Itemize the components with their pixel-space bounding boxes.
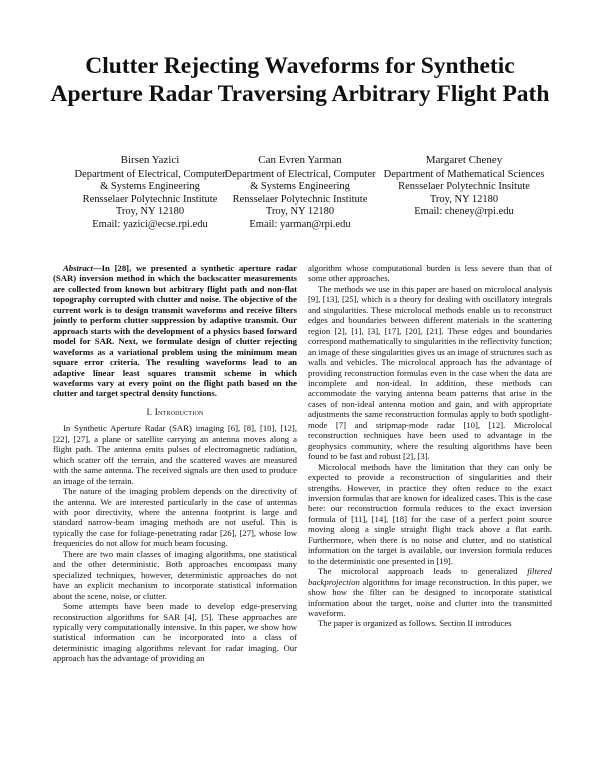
abstract (53, 263, 297, 399)
body-paragraph: The paper is organized as follows. Section II introduces (318, 618, 512, 629)
left-column (53, 263, 297, 664)
body-paragraph (308, 566, 552, 618)
body-paragraph: The methods we use in this paper are based on microlocal analysis [9], [13], [25], which is a theory for dealing with oscillatory integrals and singularities. These microlocal methods enable us to reconstruct edges and boundaries between different materials in the scattering region [2], [1], [3], [17], [20], [21]. These edges and boundaries correspond mathematically to singularities in the reflectivity function; an image of these singularities gives us an image of structures such as walls and vehicles. The microlocal approach has the advantage of providing reconstruction formulas even in the case when the data are incomplete and non-ideal. In addition, these methods can accommodate the varying antenna beam patterns that arise in the cases of non-ideal antenna motion and gain, and with appropriate adjustments the same reconstruction formulas apply to both spotlight-mode [7] and stripmap-mode radar [10], [12]. Microlocal reconstruction techniques have been used to advantage in the geophysics community, where the resulting algorithms have been found to be fast and robust [2], [3]. (308, 283, 552, 462)
body-paragraph: Some attempts have been made to develop edge-preserving reconstruction algorithms for SAR [4], [5]. These approaches are typically very computationally intensive. In this paper, we show how statistical information can be incorporated into a class of deterministic imaging algorithms relevant for radar imaging. Our approach has the advantage of providing an (53, 601, 297, 664)
author-email: Email: yarman@rpi.edu (249, 218, 351, 230)
author-city: Troy, NY 12180 (115, 206, 185, 218)
author-city: Troy, NY 12180 (429, 193, 499, 205)
body-paragraph: In Synthetic Aperture Radar (SAR) imaging [6], [8], [10], [12], [22], [27], a plane or satellite carrying an antenna moves along a flight path. The antenna emits pulses of electromagnetic radiation, which scatter off the terrain, and the scattered waves are measured with the same antenna. The received signals are then used to produce an image of the terrain. (53, 423, 297, 486)
body-paragraph: There are two main classes of imaging algorithms, one statistical and the other deterministic. Both approaches encompass many specialized techniques, however, deterministic approaches do not have an explicit mechanism to incorporate statistical information about the scene, noise, or clutter. (53, 548, 297, 601)
paper-title: Clutter Rejecting Waveforms for Synthetic Aperture Radar Traversing Arbitrary Flight Path (50, 53, 550, 107)
author-dept: Department of Electrical, Computer (74, 168, 226, 180)
abstract-text: —In [28], we presented a synthetic aperture radar (SAR) inversion method in which the backscatter measurements are collected from known but arbitrary flight path and non-flat topography corrupted with clutter and noise. The objective of the current work is to design transmit waveforms and receive filters jointly to perform clutter suppression by adaptive transmit. Our approach starts with the development of a physics based forward model for SAR. Next, we formulate design of clutter rejecting waveforms as a variational problem using the minimum mean square error criteria. The resulting waveforms lead to an adaptive linear least squares transmit scheme in which waveforms vary at every point on the flight path based on the clutter and target spectral density functions. (53, 263, 297, 399)
author-3 (380, 154, 548, 219)
author-dept: Department of Electrical, Computer (224, 168, 376, 180)
author-2 (216, 154, 384, 232)
body-text: The microlocal aapproach leads to generalized (318, 566, 528, 577)
author-name: Can Evren Yarman (258, 154, 342, 166)
body-paragraph: algorithm whose computational burden is less severe than that of some other approaches. (308, 263, 552, 284)
author-institute: Rensselaer Polytechnic Institute (82, 193, 218, 205)
abstract-label: Abstract (63, 263, 93, 273)
emphasis-text: filtered backprojection (308, 566, 552, 587)
body-paragraph: The nature of the imaging problem depends on the directivity of the antenna. We are interested particularly in the case of antennas with poor directivity, where the antenna footprint is large and standard narrow-beam imaging methods are not useful. This is typically the case for foliage-penetrating radar [26], [27], whose low frequencies do not allow for much beam focusing. (53, 486, 297, 549)
author-institute: Rensselaer Polytechnic Insitute (398, 181, 530, 193)
author-dept: & Systems Engineering (250, 181, 350, 193)
section-heading-introduction: I. Introduction (146, 406, 204, 417)
body-text: algorithms for image reconstruction. In this paper, we show how the filter can be designed to incorporate statistical information about the target, noise and clutter into the transmitted waveform. (308, 576, 552, 618)
author-name: Birsen Yazici (120, 154, 180, 166)
author-institute: Rensselaer Polytechnic Institute (232, 193, 368, 205)
author-email: Email: cheney@rpi.edu (414, 206, 514, 218)
author-name: Margaret Cheney (425, 154, 503, 166)
author-dept: & Systems Engineering (100, 181, 200, 193)
author-email: Email: yazici@ecse.rpi.edu (92, 218, 208, 230)
body-paragraph: Microlocal methods have the limitation that they can only be expected to provide a reconstruction of singularities and their strengths. However, in practice they often reduce to the exact inversion formulas that are known for idealized cases. This is the case here: our reconstruction formula reduces to the exact inversion formula of [11], [14], [18] for the case of a perfect point source moving along a single straight flight track above a flat earth. Furthermore, when there is no noise and clutter, and no statistical information on the target is available, our inversion formula reduces to the deterministic one presented in [19]. (308, 461, 552, 566)
author-city: Troy, NY 12180 (265, 206, 335, 218)
right-column (308, 263, 552, 629)
author-1 (66, 154, 234, 232)
author-dept: Department of Mathematical Sciences (383, 168, 545, 180)
